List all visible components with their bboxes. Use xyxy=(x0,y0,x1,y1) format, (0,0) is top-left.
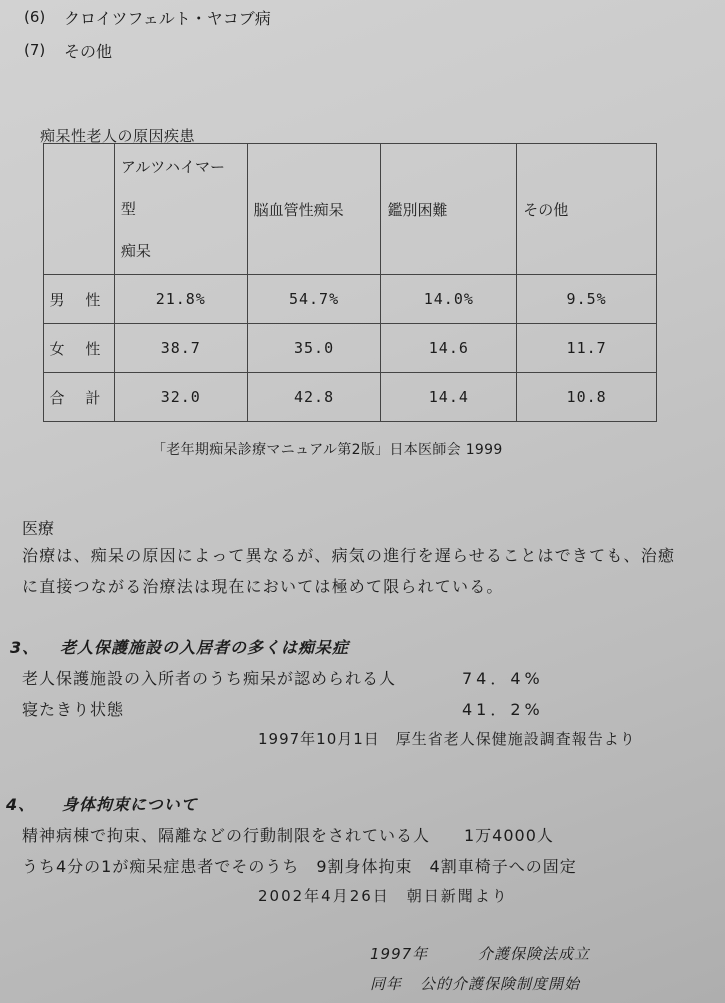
table-cell: 14.4 xyxy=(381,373,517,422)
table-cell: 21.8% xyxy=(114,275,247,324)
table-cell: 32.0 xyxy=(114,373,247,422)
section-source: 1997年10月1日 厚生省老人保健施設調査報告より xyxy=(258,730,636,748)
list-item-number: (7) xyxy=(24,41,46,59)
stat-label: 老人保護施設の入所者のうち痴呆が認められる人 xyxy=(22,669,397,688)
list-item-text: その他 xyxy=(64,42,113,61)
section-title: 老人保護施設の入居者の多くは痴呆症 xyxy=(60,638,350,657)
header-undetermined: 鑑別困難 xyxy=(381,144,517,275)
header-text: 型 xyxy=(120,200,136,218)
table-row xyxy=(44,373,657,422)
section-title: 身体拘束について xyxy=(62,795,198,814)
table-row xyxy=(44,275,657,324)
table-row xyxy=(44,324,657,373)
table-cell: 14.6 xyxy=(381,324,517,373)
section-text-line: 精神病棟で拘束、隔離などの行動制限をされている人 1万4000人 xyxy=(22,826,554,845)
header-other: その他 xyxy=(517,144,657,275)
list-item-number: (6) xyxy=(24,8,46,26)
table-cell: 35.0 xyxy=(247,324,381,373)
row-label: 女 性 xyxy=(44,324,115,373)
table-cell: 42.8 xyxy=(247,373,381,422)
law-year: 同年 xyxy=(370,975,403,993)
law-year: 1997年 xyxy=(370,945,429,963)
table-cell: 54.7% xyxy=(247,275,381,324)
header-vascular: 脳血管性痴呆 xyxy=(247,144,381,275)
section-text-line: うち4分の1が痴呆症患者でそのうち 9割身体拘束 4割車椅子への固定 xyxy=(22,857,577,876)
table-header-row xyxy=(44,144,657,275)
table-cell: 14.0% xyxy=(381,275,517,324)
table-cell: 9.5% xyxy=(517,275,657,324)
treatment-text-line: 治療は、痴呆の原因によって異なるが、病気の進行を遅らせることはできても、治癒 xyxy=(22,546,676,565)
table-caption: 痴呆性老人の原因疾患 xyxy=(40,127,196,145)
section-source: 2002年4月26日 朝日新聞より xyxy=(258,887,509,905)
table-cell: 11.7 xyxy=(517,324,657,373)
cause-table xyxy=(43,143,657,422)
table-corner-cell xyxy=(44,144,115,275)
treatment-heading: 医療 xyxy=(22,519,55,538)
header-alzheimer xyxy=(114,144,247,275)
table-source: 「老年期痴呆診療マニュアル第2版」日本医師会 1999 xyxy=(152,442,503,458)
header-text: アルツハイマー xyxy=(120,158,225,176)
table-cell: 38.7 xyxy=(114,324,247,373)
stat-value: 41．2% xyxy=(462,700,544,719)
row-label: 男 性 xyxy=(44,275,115,324)
header-text: 痴呆 xyxy=(120,242,151,260)
stat-label: 寝たきり状態 xyxy=(22,700,125,719)
section-number: 4、 xyxy=(6,795,36,814)
law-event: 介護保険法成立 xyxy=(478,945,591,963)
table-cell: 10.8 xyxy=(517,373,657,422)
stat-value: 74．4% xyxy=(462,669,544,688)
section-number: 3、 xyxy=(10,638,40,657)
list-item-text: クロイツフェルト・ヤコブ病 xyxy=(64,9,271,28)
law-event: 公的介護保険制度開始 xyxy=(420,975,581,993)
treatment-text-line: に直接つながる治療法は現在においては極めて限られている。 xyxy=(22,577,504,596)
row-label: 合 計 xyxy=(44,373,115,422)
